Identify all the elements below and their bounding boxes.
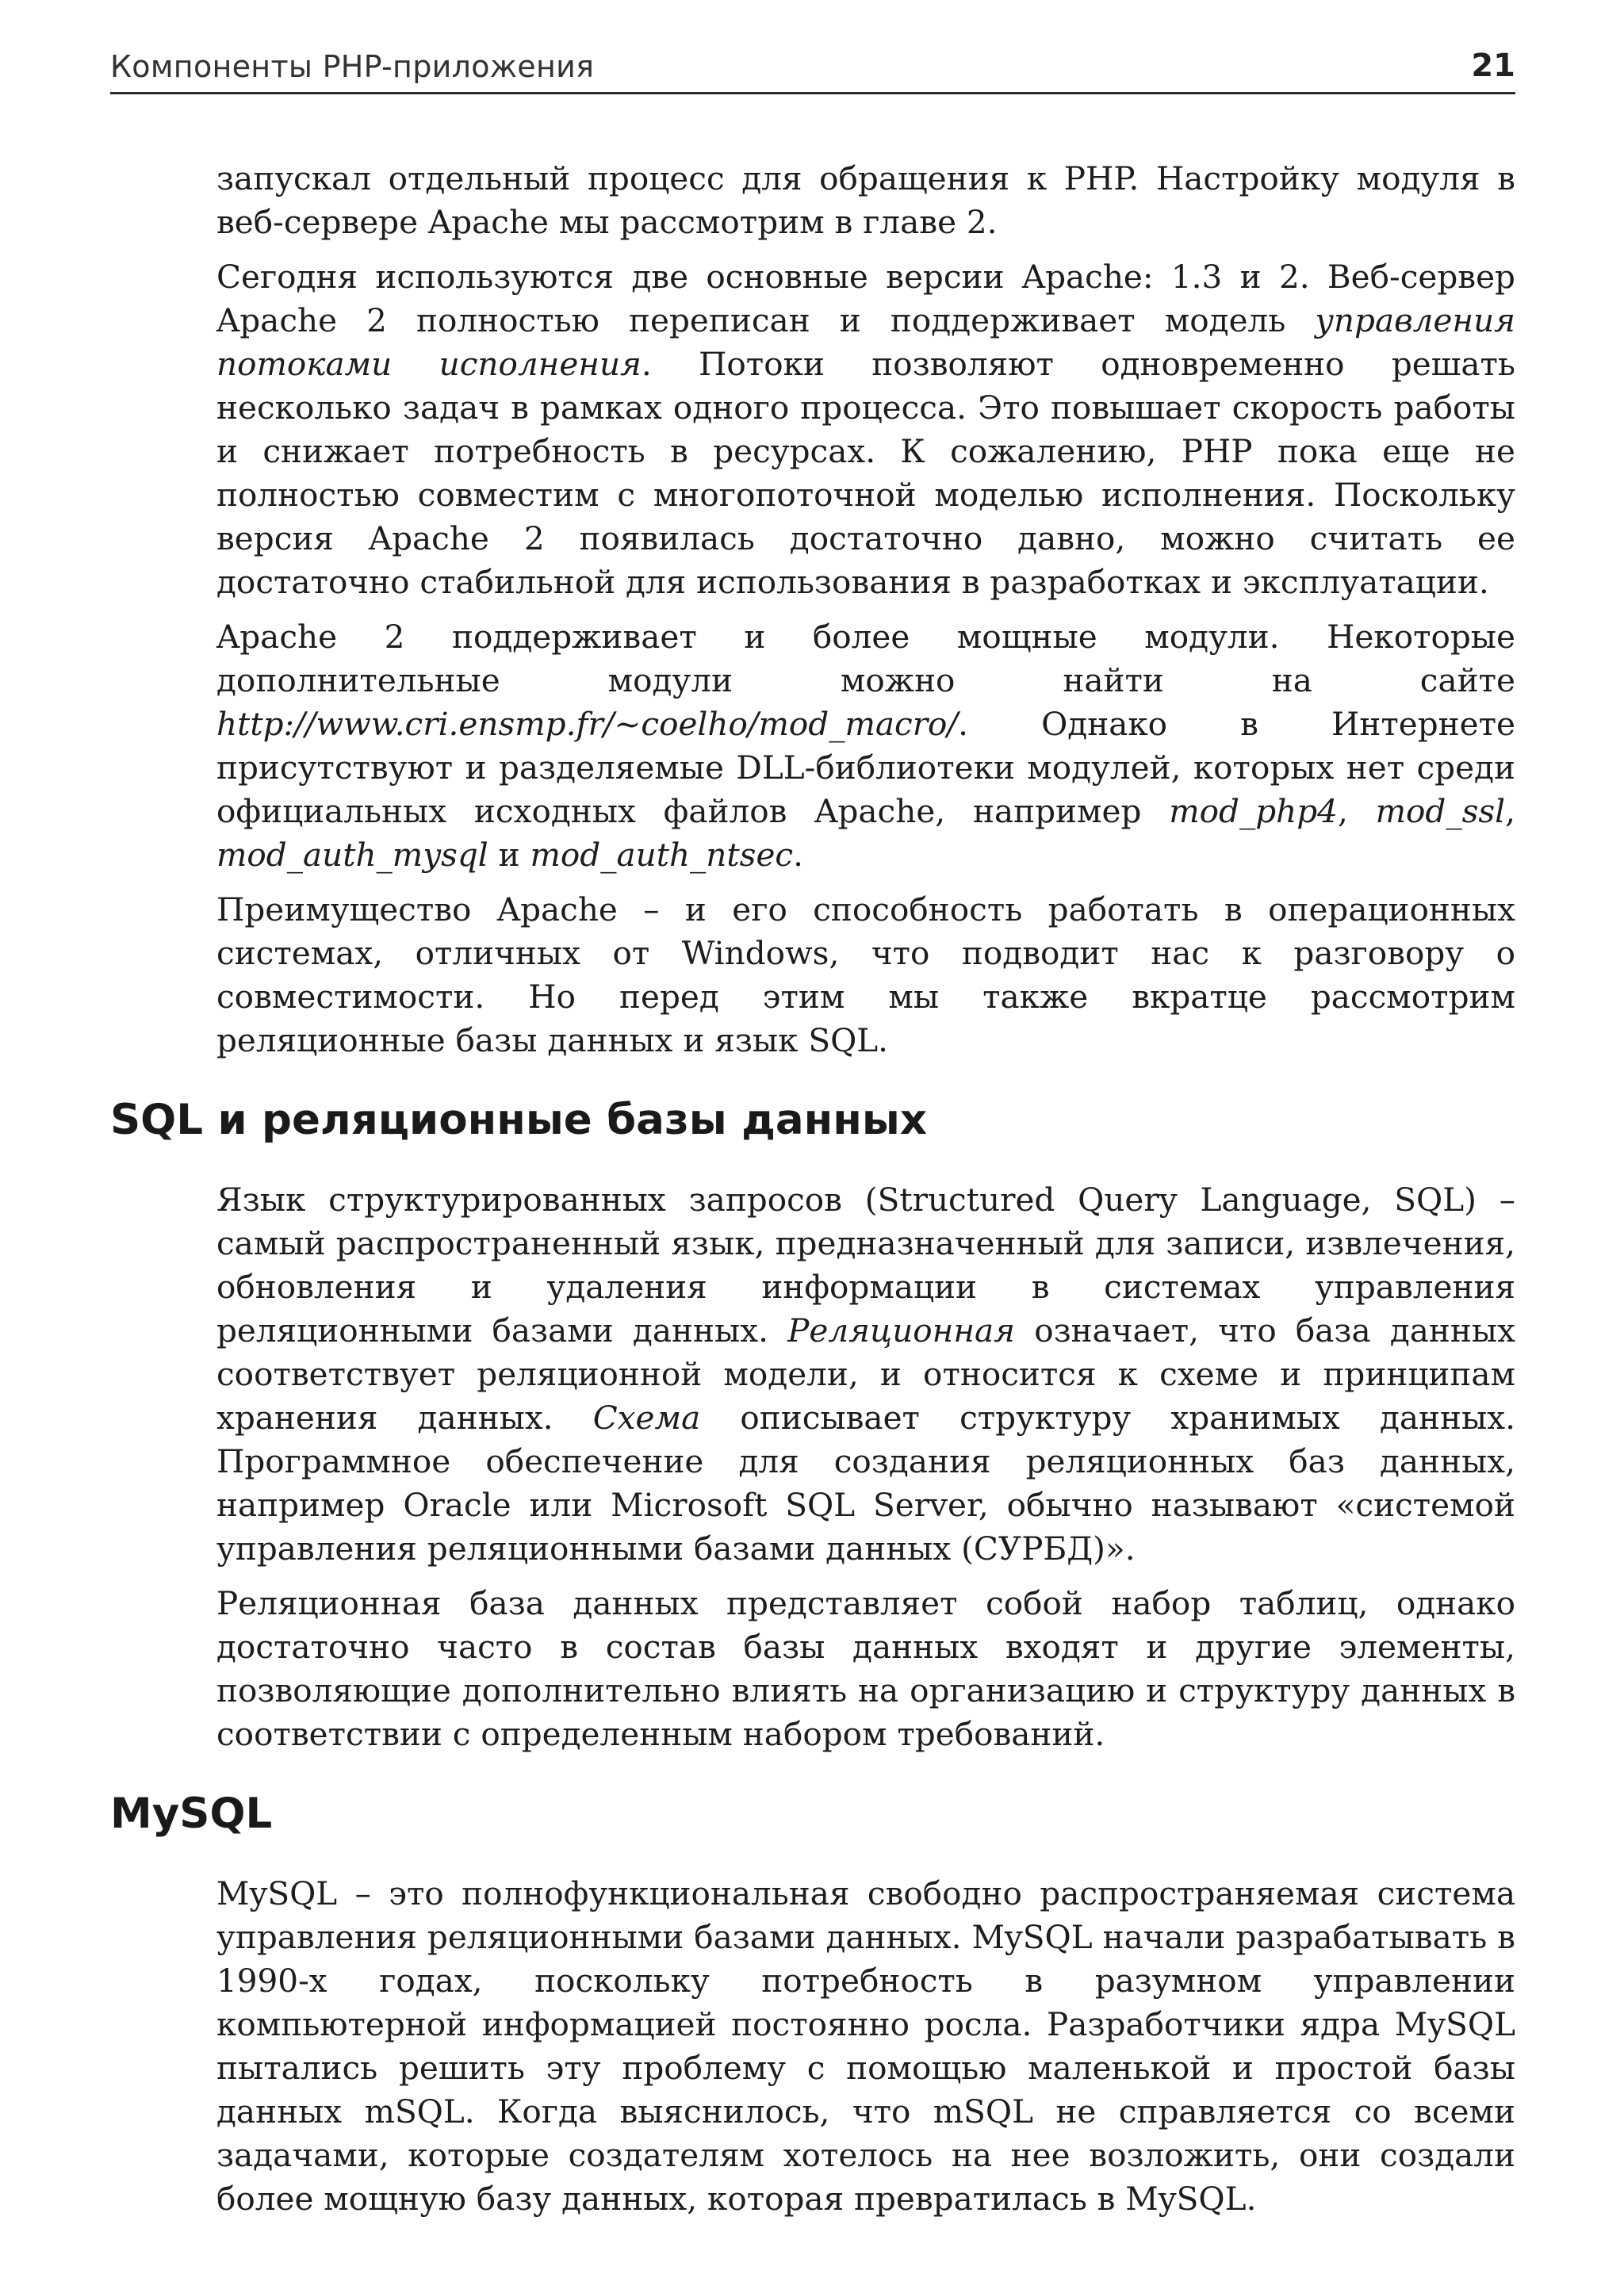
text-run: Преимущество Apache – и его способность работать в операционных системах, отличных от Windows, что подводит нас к разговору о совместимости. Но перед этим мы также вкратце рассмотрим реляционные базы данных и язык SQL. bbox=[216, 890, 1515, 1059]
italic-url: http://www.cri.ensmp.fr/~coelho/mod_macro/ bbox=[216, 705, 959, 743]
text-run: описывает структуру хранимых данных. Программное обеспечение для создания реляционных баз данных, например Oracle или Microsoft SQL Server, обычно называют «системой управления реляционными базами данных (СУРБД)». bbox=[216, 1399, 1515, 1568]
paragraph bbox=[216, 1178, 1515, 1571]
text-run: , bbox=[1337, 792, 1376, 830]
page-body bbox=[110, 157, 1515, 2232]
text-run: Реляционная база данных представляет собой набор таблиц, однако достаточно часто в состав базы данных входят и другие элементы, позволяющие дополнительно влиять на организацию и структуру данных в соответствии с определенным набором требований. bbox=[216, 1584, 1515, 1753]
text-run: Язык структурированных запросов (Structured Query Language, SQL) – самый распространенный язык, предназначенный для записи, извлечения, обновления и удаления информации в системах управления реляционными базами данных. bbox=[216, 1181, 1515, 1349]
paragraph bbox=[216, 255, 1515, 604]
italic-module-name: mod_auth_ntsec bbox=[530, 836, 794, 874]
section-mysql bbox=[110, 1786, 1515, 2221]
section-apache-intro bbox=[110, 157, 1515, 1062]
text-run: и bbox=[488, 836, 530, 874]
text-run: Apache 2 поддерживает и более мощные модули. Некоторые дополнительные модули можно найти на сайте bbox=[216, 618, 1515, 699]
italic-module-name: mod_php4 bbox=[1169, 792, 1338, 830]
paragraph bbox=[216, 157, 1515, 244]
text-run: запускал отдельный процесс для обращения к PHP. Настройку модуля в веб-сервере Apache мы рассмотрим в главе 2. bbox=[216, 159, 1515, 241]
italic-module-name: mod_ssl bbox=[1375, 792, 1506, 830]
section-heading: MySQL bbox=[110, 1790, 273, 1838]
paragraph bbox=[216, 1872, 1515, 2221]
paragraph bbox=[216, 1582, 1515, 1756]
italic-term: Реляционная bbox=[787, 1311, 1016, 1349]
running-title: Компоненты PHP-приложения bbox=[110, 49, 595, 84]
italic-term: управления потоками исполнения bbox=[216, 301, 1515, 383]
text-run: Сегодня используются две основные версии Apache: 1.3 и 2. Веб-сервер Apache 2 полностью переписан и поддерживает модель bbox=[216, 258, 1515, 339]
text-run: . Однако в Интернете присутствуют и разделяемые DLL-библиотеки модулей, которых нет среди официальных исходных файлов Apache, например bbox=[216, 705, 1515, 830]
text-run: означает, что база данных соответствует реляционной модели, и относится к схеме и принципам хранения данных. bbox=[216, 1311, 1515, 1437]
text-run: . bbox=[793, 836, 803, 874]
italic-module-name: mod_auth_mysql bbox=[216, 836, 488, 874]
paragraph bbox=[216, 888, 1515, 1062]
paragraph bbox=[216, 615, 1515, 877]
section-heading: SQL и реляционные базы данных bbox=[110, 1096, 928, 1144]
running-header bbox=[110, 44, 1515, 94]
text-run: , bbox=[1505, 792, 1515, 830]
section-sql bbox=[110, 1093, 1515, 1756]
italic-term: Схема bbox=[592, 1399, 701, 1437]
page-number: 21 bbox=[1471, 48, 1515, 84]
text-run: MySQL – это полнофункциональная свободно распространяемая система управления реляционными базами данных. MySQL начали разрабатывать в 1990-х годах, поскольку потребность в разумном управлении компьютерной информацией постоянно росла. Разработчики ядра MySQL пытались решить эту проблему с помощью маленькой и простой базы данных mSQL. Когда выяснилось, что mSQL не справляется со всеми задачами, которые создателям хотелось на нее возложить, они создали более мощную базу данных, которая превратилась в MySQL. bbox=[216, 1874, 1515, 2218]
text-run: . Потоки позволяют одновременно решать несколько задач в рамках одного процесса. Это повышает скорость работы и снижает потребность в ресурсах. К сожалению, PHP пока еще не полностью совместим с многопоточной моделью исполнения. Поскольку версия Apache 2 появилась достаточно давно, можно считать ее достаточно стабильной для использования в разработках и эксплуатации. bbox=[216, 345, 1515, 601]
